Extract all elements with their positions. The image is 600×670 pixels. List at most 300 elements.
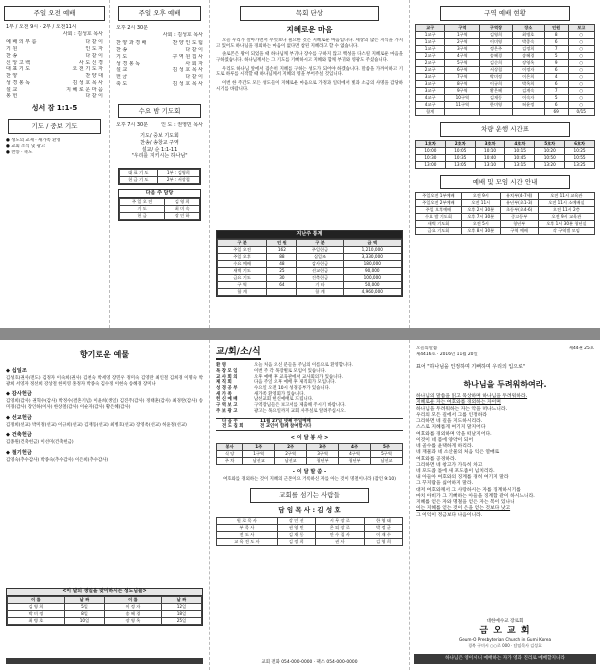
district-cell: 8 <box>544 31 568 38</box>
stats-row <box>218 246 402 253</box>
pm-order-item-cell: 설 교 <box>116 67 128 74</box>
schedule-cell: 오후 8시 30분 <box>461 228 500 235</box>
offering-section-title: ◆ 건축헌금 <box>6 432 32 439</box>
next-week-cell: 김 영 희 <box>165 198 200 205</box>
stats-cell: 64 <box>267 281 297 288</box>
cover-poem-line: 그 꾸지람을 싫어하지 말라. <box>416 481 474 487</box>
cover-poem-line: 여호와를 경외하며 악을 떠날지어다. <box>416 431 492 437</box>
district-cell: 3구역 <box>445 45 480 52</box>
staff-cell: 권 사 <box>315 539 364 546</box>
district-cell <box>480 108 512 115</box>
pm-order-item-cell: 찬 송 <box>116 47 128 54</box>
district-cell: 서상철 <box>480 66 512 73</box>
schedule-cell: 유년부(초1-3) <box>500 200 538 207</box>
district-cell: 2교구 <box>416 52 445 59</box>
vehicle-cell: 10:45 <box>505 154 535 161</box>
stats-cell: 건축헌금 <box>297 274 343 281</box>
footer-stripe <box>6 658 203 664</box>
sermon-reference: 성서 잠 1:1-5 <box>31 104 78 113</box>
next-week-cell: 기 도 <box>120 205 165 212</box>
district-cell: 1구역 <box>445 31 480 38</box>
church-motto: 표어 "하나님을 인정하며 기뻐하며 우리의 입으로" <box>416 363 526 370</box>
schedule-row <box>416 193 595 200</box>
birthday-title: <이 달의 생일을 맞이하시는 성도님들> <box>7 589 202 596</box>
schedule-row <box>416 228 595 235</box>
district-cell: 9구역 <box>445 87 480 94</box>
pm-order-item-cell: 찬 양 인 도 팀 <box>172 40 203 47</box>
staff-cell: 전 도 사 <box>217 532 278 539</box>
district-cell: 6 <box>544 38 568 45</box>
staff-cell: 한 영 태 <box>365 518 403 525</box>
next-week-cell: 주 일 오 전 <box>120 198 165 205</box>
pm-order-item-cell: 김 성 호 목 사 <box>172 67 203 74</box>
offering-column <box>0 340 210 670</box>
vehicle-cell: 10:05 <box>445 147 475 154</box>
vehicle-cell: 10:15 <box>505 147 535 154</box>
district-header-row <box>416 24 595 31</box>
am-order-item-cell: 지 혜 로 운 마 음 <box>66 86 103 93</box>
cover-poem-line: 여호와를 공경하라. <box>416 456 457 462</box>
birthday-cell: 25일 <box>161 618 201 625</box>
stats-cell: 90,000 <box>343 267 401 274</box>
am-info: 1부 / 오전 9시 · 2부 / 오전11시 <box>6 23 77 30</box>
next-week-title: 다음 주 담당 <box>119 190 200 198</box>
district-cell: 정은주 <box>480 45 512 52</box>
district-cell <box>512 108 544 115</box>
pm-order-item-cell: 성 경 봉 독 <box>116 60 141 67</box>
stats-cell: 감사헌금 <box>297 260 343 267</box>
schedule-cell: 오후 2시 30분 <box>461 207 500 214</box>
cover-poem <box>410 394 600 519</box>
schedule-cell: 각 구역별 모임 <box>538 228 594 235</box>
stats-cell: 4,960,000 <box>343 288 401 295</box>
district-cell: 2교구 <box>416 66 445 73</box>
news-highlight-label: 다 음 주 <box>222 418 238 424</box>
am-order-item-cell: 성 경 봉 독 <box>6 79 31 86</box>
stats-cell: 25 <box>267 267 297 274</box>
district-row <box>416 80 595 87</box>
district-cell: 박종숙 <box>512 38 544 45</box>
am-order-item <box>0 66 109 73</box>
district-cell: ○ <box>568 101 594 108</box>
vehicle-header: 4호차 <box>505 140 535 147</box>
district-header: 인원 <box>544 24 568 31</box>
district-cell: 최병호 <box>512 31 544 38</box>
district-cell: 이규희 <box>480 80 512 87</box>
roster-cell: 2구역 <box>275 451 307 458</box>
offering-section-title: ◆ 선교헌금 <box>6 414 32 421</box>
prayer-duty-row <box>120 170 200 177</box>
schedule-cell: 구역 예배 <box>500 228 538 235</box>
birthday-cell: 18일 <box>161 611 201 618</box>
district-cell: 한미영 <box>480 101 512 108</box>
staff-cell: 부 목 사 <box>217 525 278 532</box>
am-order-item-cell: 찬 송 <box>6 52 18 59</box>
district-cell: 6 <box>544 66 568 73</box>
district-cell: 10구역 <box>445 94 480 101</box>
staff-cell: 은 퇴 장 로 <box>315 525 364 532</box>
offering-section-body: 김정희(선교) 박미정(선교) 이규희(선교) 김재동(선교) 최병호(선교) 장영옥(선교) 허윤정(선교) <box>6 422 187 428</box>
district-cell: 8구역 <box>445 80 480 87</box>
vehicle-cell: 10:00 <box>416 147 446 154</box>
am-order-item-cell: 김 성 호 목 사 <box>72 79 103 86</box>
district-cell: ○ <box>568 94 594 101</box>
news-item-text: 이번 주 각 목장별로 모임이 있습니다. <box>254 368 326 374</box>
birthday-row <box>8 604 202 611</box>
vehicle-header-row <box>416 140 595 147</box>
offering-section-body: 김영희(감사) 권혁수(감사) 박정수(결혼기념) 이윤희(생일) 김진주(감사) 정태훈(감사) 최경란(감사) 송미경(감사) 장인하(이사) 한상철(감사) 이순자(감사) 황은혜(감사) <box>6 399 203 410</box>
next-week-row <box>120 205 200 212</box>
district-cell: 7구역 <box>445 73 480 80</box>
schedule-cell: 오전 9시 <box>461 193 500 200</box>
am-order-item-cell: 사 도 신 경 <box>78 59 103 66</box>
district-row <box>416 59 595 66</box>
staff-row <box>217 539 403 546</box>
pm-order-item-cell: 구 역 원 집 사 <box>172 53 203 60</box>
schedule-cell: 오후 1시 30분 청년실 <box>538 221 594 228</box>
birthday-cell: 박 미 정 <box>8 611 65 618</box>
offering-section-body: 김종원(건축헌금) 이선미(건축헌금) <box>6 440 74 446</box>
pastoral-paragraph: 솔로몬은 왕이 되었을 때 하나님께 부귀나 장수를 구하지 않고 백성을 다스릴 지혜로운 마음을 구하였습니다. 하나님께서는 그 기도를 기뻐하시고 지혜와 함께 부귀와 영광도 주셨습니다. <box>216 52 403 64</box>
cover-poem-line: 하나님을 두려워하는 자는 악을 떠나느니라. <box>416 406 508 412</box>
cover-poem-line: 그 이익이 정금보다 나음이니라. <box>416 512 483 518</box>
district-cell: 이정자 <box>512 66 544 73</box>
am-order-item-cell: 다 같 이 <box>85 39 103 46</box>
news-item-label: 환 영 <box>216 363 227 369</box>
vehicle-cell: 10:25 <box>565 147 595 154</box>
district-cell: 김순희 <box>480 59 512 66</box>
vehicle-row <box>416 154 595 161</box>
district-table <box>415 24 595 116</box>
am-order-item-cell: 다 같 이 <box>85 93 103 100</box>
stats-cell: 새벽 기도 <box>218 267 267 274</box>
district-cell: 9 <box>544 59 568 66</box>
stats-cell: 48 <box>267 260 297 267</box>
am-order-item <box>0 60 109 67</box>
district-cell: ○ <box>568 80 594 87</box>
stats-row <box>218 288 402 295</box>
cover-poem-line: 네 포도즙 틀에 새 포도즙이 넘치리라. <box>416 468 495 474</box>
vehicle-cell: 13:00 <box>416 161 446 168</box>
cover-poem-line: 마치 아비가 그 기뻐하는 아들을 징계함 같이 하시느니라. <box>416 493 535 499</box>
district-cell: 1교구 <box>416 31 445 38</box>
schedule-cell: 오전 11시 소예배실 <box>538 200 594 207</box>
staff-row <box>217 518 403 525</box>
stats-cell: 88 <box>267 253 297 260</box>
staff-cell: 강 인 선 <box>277 518 315 525</box>
vehicle-row <box>416 147 595 154</box>
bulletin-outer-sheet <box>0 340 600 670</box>
am-order-item-cell: 대 표 기 도 <box>6 66 31 73</box>
news-list <box>210 363 409 414</box>
am-order-list <box>0 39 109 100</box>
offering-section-title: ◆ 절기헌금 <box>6 450 32 457</box>
pm-order-item <box>110 67 209 74</box>
district-cell: 3교구 <box>416 87 445 94</box>
roster-header: 5주 <box>371 444 403 451</box>
cover-poem-line: 지혜로운 자는 여호와를 경외하는 자이며 <box>416 400 501 406</box>
pastoral-box-title: 목회 단상 <box>240 6 379 21</box>
district-cell: 김계숙 <box>512 87 544 94</box>
prayer-duty-cell: 2부 : 서상철 <box>157 177 199 184</box>
offering-list <box>0 364 209 584</box>
schedule-cell: 중고등부 <box>500 214 538 221</box>
district-cell: 4교구 <box>416 101 445 108</box>
birthday-header: 이 름 <box>8 597 65 604</box>
district-cell: ○ <box>568 73 594 80</box>
am-order-item-cell: 인 도 자 <box>85 46 103 53</box>
vehicle-cell: 10:20 <box>535 147 565 154</box>
prayer-leader: 인 도 : 권영민 목사 <box>161 122 203 129</box>
roster-cell: 4구역 <box>339 451 371 458</box>
news-item-label: 헌 신 예 배 <box>216 397 238 403</box>
bottom-banner: 하나님은 영이시니 예배하는 자가 영과 진리로 예배할지니라 <box>414 654 596 664</box>
news-highlight <box>216 418 403 431</box>
prayer-lines <box>110 133 209 160</box>
stats-header-row <box>218 239 402 246</box>
news-item-label: 제 직 회 <box>216 380 232 386</box>
am-order-item <box>0 93 109 100</box>
prayer-duty-cell: 헌 금 기 도 <box>120 177 158 184</box>
news-item-label: 주 보 광 고 <box>216 408 238 414</box>
prayer-line: 기도/ 중보 기도회 <box>140 133 179 140</box>
district-cell: 1교구 <box>416 45 445 52</box>
district-row <box>416 66 595 73</box>
prayer-duty-cell: 대 표 기 도 <box>120 170 158 177</box>
staff-cell: 김 정 희 <box>277 539 315 546</box>
schedule-cell: 오후 7시 30분 <box>461 214 500 221</box>
district-header: 장소 <box>512 24 544 31</box>
pm-order-item-cell: 다 같 이 <box>185 74 203 81</box>
district-row <box>416 108 595 115</box>
vehicle-cell: 10:50 <box>535 154 565 161</box>
roster-row <box>217 458 403 465</box>
vehicle-cell: 13:05 <box>445 161 475 168</box>
district-row <box>416 73 595 80</box>
schedule-row <box>416 200 595 207</box>
news-item-text: 구역장님들은 보고서를 제출해 주시기 바랍니다. <box>254 403 346 409</box>
news-item-text: 남선교회 헌신예배로 드립니다. <box>254 397 314 403</box>
district-cell: ○ <box>568 66 594 73</box>
birthday-cell: 5일 <box>64 604 104 611</box>
staff-cell: 안 수 집 사 <box>315 532 364 539</box>
meta-issue: 제44권 25호 <box>568 346 594 351</box>
schedule-cell: 주일오전 1부예배 <box>416 193 462 200</box>
pm-order-item-cell: 김 성 호 목 사 <box>172 80 203 87</box>
district-cell: 황은혜 <box>480 87 512 94</box>
staff-cell: 시 무 장 로 <box>315 518 364 525</box>
district-cell: 6 <box>544 101 568 108</box>
birthday-cell: 12일 <box>161 604 201 611</box>
district-row <box>416 45 595 52</box>
pastoral-paragraph: 우리도 하나님 앞에서 겸손히 지혜를 구하는 성도가 되어야 하겠습니다. 말씀을 가까이하고 기도로 하루를 시작할 때 하나님께서 지혜의 영을 부어주실 것입니다. <box>216 66 403 78</box>
staff-row <box>217 525 403 532</box>
district-cell: 김영희 <box>480 31 512 38</box>
roster-header: 2주 <box>275 444 307 451</box>
stats-cell: 30 <box>267 274 297 281</box>
pm-leader: 사회 : 김성호 목사 <box>162 31 203 38</box>
news-item-text: 새가족 환영회가 있습니다. <box>254 391 305 397</box>
schedule-cell: 금요 기도회 <box>416 228 462 235</box>
prayer-line: 설교/ 순 1:1-11 <box>141 146 178 153</box>
stats-cell: 수요 예배 <box>218 260 267 267</box>
am-order-item <box>0 53 109 60</box>
verse-body: 여호와를 경외하는 것이 지혜의 근본이요 거룩하신 자를 아는 것이 명철이니라 (잠언 9:10) <box>223 477 396 483</box>
schedule-title: 예배 및 모임 시간 안내 <box>440 175 570 190</box>
district-row <box>416 94 595 101</box>
district-cell <box>445 108 480 115</box>
district-cell: ○ <box>568 87 594 94</box>
pm-order-item <box>110 74 209 81</box>
news-item-text: 다음 주일 오후 예배 후 제직회가 모입니다. <box>254 380 336 386</box>
worship-order-column: 주일 오전 예배 1부 / 오전 9시 · 2부 / 오전11시 사회 : 김성호 목사 예 배 의 부 름 다 같 이 기 원 인 도 자 찬 송 다 같 이 신 앙 고 백 사 도 신 경 대 표 기 도 오 전 기 도 자 찬 양 찬 양 대 성 경 봉 독 김 성 호 목 사 설 교 지 혜 로 운 마 음 봉 헌 다 같 이 성서 잠 1:1-5 기도 / 중보 기도 ● 성도의 교제 · 새가족 환영 ● 교회 소식 및 광고 ● 찬송 · 축도 <box>0 0 110 328</box>
birthday-cell: 송 혜 경 <box>104 611 161 618</box>
district-cell: 69 <box>544 108 568 115</box>
stats-cell: 금요 기도 <box>218 274 267 281</box>
district-cell: 7 <box>544 45 568 52</box>
news-highlight-item <box>216 424 403 430</box>
prayer-meeting-title: 수요 밤 기도회 <box>118 104 201 119</box>
schedule-cell: 유치부(4-7세) <box>500 193 538 200</box>
schedule-cell: 오전 5시 <box>461 221 500 228</box>
vehicle-header: 2호차 <box>445 140 475 147</box>
staff-cell: 김 재 동 <box>277 532 315 539</box>
news-item-label: 교 사 회 의 <box>216 374 238 380</box>
schedule-row <box>416 221 595 228</box>
meta-left: 오늘의말씀 <box>416 346 438 351</box>
district-row <box>416 87 595 94</box>
church-small: 대한예수교 장로회 <box>486 618 524 624</box>
weekly-stats-table <box>217 239 402 296</box>
pm-info: 오후 2시 30분 <box>116 24 149 31</box>
pastoral-column <box>210 0 410 328</box>
church-contact: 교회 전화 054-000-0000 · 팩스 054-000-0000 <box>261 660 358 666</box>
district-cell: 6구역 <box>445 66 480 73</box>
district-cell: 송혜경 <box>512 52 544 59</box>
district-cell: 5 <box>544 94 568 101</box>
birthday-header-row <box>8 597 202 604</box>
news-item-text: 광고는 목요일까지 교회 사무실로 알려주십시오. <box>254 408 346 414</box>
stats-title: 지난주 통계 <box>217 231 402 239</box>
roster-cell: 청년부 <box>307 458 339 465</box>
schedule-row <box>416 214 595 221</box>
cover-poem-line: 우리의 모든 길에서 그를 인정하라 <box>416 412 487 418</box>
offering-section-title: ◆ 감사헌금 <box>6 391 32 398</box>
cover-poem-line: 하나님의 말씀을 읽고 묵상하며 하나님을 두려워하라. <box>416 394 528 400</box>
bottom-prayer-title: 기도 / 중보 기도 <box>8 119 101 134</box>
prayer-duty-table <box>119 169 200 184</box>
cover-poem-line: 이는 지혜를 얻는 것이 은을 얻는 것보다 낫고 <box>416 506 511 512</box>
stats-cell: 180,000 <box>343 260 401 267</box>
birthday-header: 날 짜 <box>161 597 201 604</box>
am-order-item-cell: 다 같 이 <box>85 52 103 59</box>
stats-row <box>218 281 402 288</box>
senior-pastor: 담 임 목 사 : 김 성 호 <box>278 505 341 514</box>
stats-row <box>218 253 402 260</box>
vehicle-header: 5호차 <box>535 140 565 147</box>
church-english: Geum-O Presbyterian Church in Gumi Korea <box>458 636 552 642</box>
staff-table <box>216 517 403 546</box>
roster-cell: 식 당 <box>217 451 243 458</box>
am-order-item-cell: 찬 양 대 <box>85 73 103 80</box>
staff-row <box>217 532 403 539</box>
district-cell: 4교구 <box>416 94 445 101</box>
district-cell: 3교구 <box>416 73 445 80</box>
pastoral-paragraph: 오늘 우리가 살아가면서 무엇보다 필요한 것은 지혜로운 마음입니다. 세상의 많은 지식을 가지고 있어도 하나님을 경외하는 마음이 없다면 참된 지혜라고 할 수 없습니다. <box>216 37 403 49</box>
vehicle-header: 6호차 <box>565 140 595 147</box>
district-cell: 이은희 <box>512 73 544 80</box>
am-order-item <box>0 80 109 87</box>
vehicle-title: 차량 운행 시간표 <box>440 122 570 137</box>
roster-cell: 남선교 <box>275 458 307 465</box>
news-item-label: 성 경 공 부 <box>216 386 238 392</box>
district-cell: 김재동 <box>480 94 512 101</box>
roster-title: < 이 달 봉 사 > <box>290 435 329 442</box>
staff-cell: 이 재 수 <box>365 532 403 539</box>
vehicle-cell: 13:25 <box>565 161 595 168</box>
schedule-cell: 수요 밤 기도회 <box>416 214 462 221</box>
pastoral-text <box>210 38 409 224</box>
am-leader: 사회 : 김성호 목사 <box>62 30 103 37</box>
vehicle-table <box>415 140 595 169</box>
cover-column <box>410 340 600 670</box>
news-column <box>210 340 410 670</box>
district-cell: 허윤정 <box>512 101 544 108</box>
vehicle-cell: 10:35 <box>445 154 475 161</box>
district-row <box>416 52 595 59</box>
cover-poem-line: 네 재물과 네 소산물의 처음 익은 열매로 <box>416 450 500 456</box>
cover-poem-line: 지혜를 얻은 자와 명철을 얻은 자는 복이 있나니 <box>416 500 515 506</box>
stats-cell <box>267 288 297 295</box>
district-row <box>416 31 595 38</box>
district-cell: 김정희 <box>512 45 544 52</box>
am-order-item <box>0 87 109 94</box>
schedule-cell: 오전 11시 교육관 <box>538 193 594 200</box>
cover-poem-line: 네 골수를 윤택하게 하리라. <box>416 444 474 450</box>
roster-cell: 남선교 <box>243 458 275 465</box>
news-highlight-text: 전 교인이 함께 참여합시다 <box>260 424 312 430</box>
schedule-cell: 주일오전 2부예배 <box>416 200 462 207</box>
district-cell: 4구역 <box>445 52 480 59</box>
district-cell: 7 <box>544 87 568 94</box>
district-cell: ○ <box>568 45 594 52</box>
news-item-label: 목 장 모 임 <box>216 368 238 374</box>
offering-title: 향기로운 예물 <box>79 350 130 359</box>
vehicle-cell: 13:10 <box>475 161 505 168</box>
pm-order-list <box>110 40 209 87</box>
pm-order-item <box>110 61 209 68</box>
cover-poem-line: 이것이 네 몸에 양약이 되어 <box>416 437 474 443</box>
next-week-cell: 헌 금 <box>120 212 165 219</box>
schedule-cell: 오전 11시 2층 <box>538 207 594 214</box>
staff-cell: 박 정 균 <box>365 525 403 532</box>
district-row <box>416 38 595 45</box>
district-cell: 11구역 <box>445 101 480 108</box>
district-cell: 박옥희 <box>512 80 544 87</box>
birthday-cell: 10일 <box>64 618 104 625</box>
pm-order-item-cell: 다 같 이 <box>185 47 203 54</box>
district-cell: 4 <box>544 73 568 80</box>
news-item-label: 새 가 족 <box>216 391 232 397</box>
pm-worship-title: 주일 오후 예배 <box>118 6 201 21</box>
schedule-row <box>416 207 595 214</box>
prayer-time: 오후 7시 30분 <box>116 122 149 129</box>
stats-cell: 3,330,000 <box>343 253 401 260</box>
staff-cell: 권 영 민 <box>277 525 315 532</box>
workers-title: 교회를 섬기는 사람들 <box>250 488 369 503</box>
pm-order-item-cell: 사 회 자 <box>185 60 203 67</box>
district-title: 구역 예배 현황 <box>440 6 570 21</box>
